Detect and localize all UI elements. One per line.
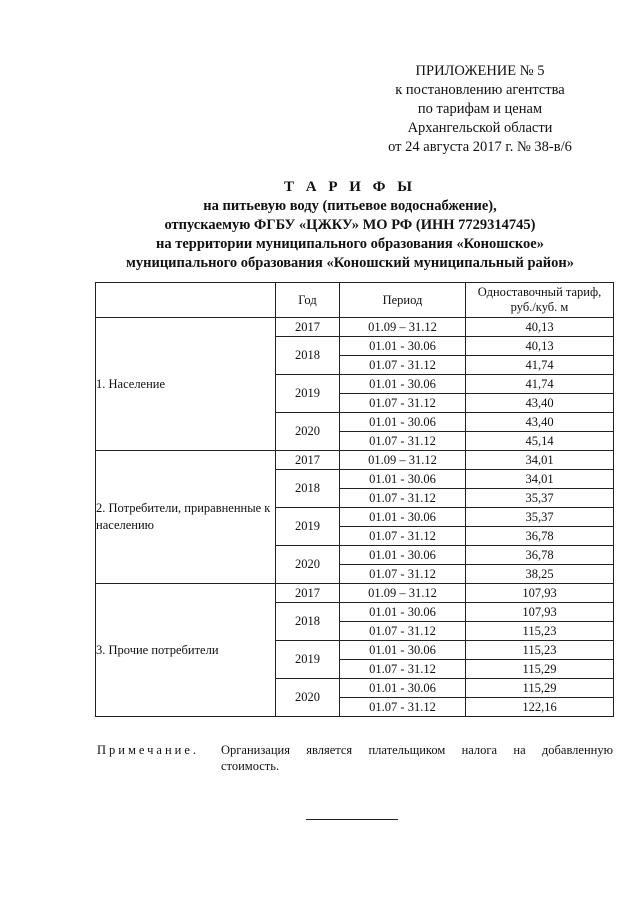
header-period: Период [340,283,466,318]
tariff-cell: 40,13 [466,337,614,356]
year-cell: 2018 [276,470,340,508]
period-cell: 01.07 - 31.12 [340,660,466,679]
year-cell: 2019 [276,508,340,546]
tariff-cell: 38,25 [466,565,614,584]
year-cell: 2018 [276,337,340,375]
table-row [96,584,614,603]
period-cell: 01.01 - 30.06 [340,641,466,660]
note-word: Организация [221,743,290,757]
tariff-cell: 35,37 [466,489,614,508]
year-cell: 2017 [276,584,340,603]
note-text [221,742,613,774]
appendix-header [330,62,630,157]
period-cell: 01.07 - 31.12 [340,698,466,717]
year-cell: 2018 [276,603,340,641]
appendix-date: от 24 августа 2017 г. № 38-в/6 [388,139,572,155]
note-word: плательщиком [368,743,446,757]
period-cell: 01.01 - 30.06 [340,337,466,356]
tariff-cell: 43,40 [466,394,614,413]
category-cell: 3. Прочие потребители [96,584,276,717]
appendix-ref-line: Архангельской области [407,120,553,136]
year-cell: 2020 [276,679,340,717]
table-row [96,318,614,337]
tariff-cell: 41,74 [466,375,614,394]
note-word: налога [461,743,498,757]
tariff-cell: 122,16 [466,698,614,717]
year-cell: 2017 [276,318,340,337]
period-cell: 01.07 - 31.12 [340,394,466,413]
period-cell: 01.07 - 31.12 [340,527,466,546]
tariff-cell: 36,78 [466,527,614,546]
tariff-cell: 41,74 [466,356,614,375]
tariff-cell: 35,37 [466,508,614,527]
year-cell: 2019 [276,641,340,679]
tariff-cell: 107,93 [466,584,614,603]
tariff-cell: 36,78 [466,546,614,565]
tariff-cell: 34,01 [466,451,614,470]
tariff-cell: 115,23 [466,641,614,660]
note-word: является [306,743,353,757]
period-cell: 01.01 - 30.06 [340,470,466,489]
tariff-cell: 107,93 [466,603,614,622]
title-line: на питьевую воду (питьевое водоснабжение), [203,198,497,214]
tariff-cell: 115,29 [466,679,614,698]
tariff-cell: 45,14 [466,432,614,451]
category-cell: 1. Население [96,318,276,451]
period-cell: 01.07 - 31.12 [340,622,466,641]
period-cell: 01.09 – 31.12 [340,584,466,603]
period-cell: 01.07 - 31.12 [340,356,466,375]
document-title [80,178,620,273]
appendix-number: ПРИЛОЖЕНИЕ № 5 [415,63,545,79]
year-cell: 2017 [276,451,340,470]
note-label: Примечание. [97,743,200,757]
end-rule [306,819,398,820]
tariff-cell: 43,40 [466,413,614,432]
period-cell: 01.07 - 31.12 [340,565,466,584]
tariff-table-body [96,318,614,717]
period-cell: 01.07 - 31.12 [340,432,466,451]
title-main: Т А Р И Ф Ы [283,179,417,195]
title-line: муниципального образования «Коношский муниципальный район» [125,255,574,271]
tariff-cell: 115,23 [466,622,614,641]
note-word: добавленную [541,743,613,757]
period-cell: 01.01 - 30.06 [340,546,466,565]
year-cell: 2020 [276,546,340,584]
period-cell: 01.01 - 30.06 [340,375,466,394]
period-cell: 01.09 – 31.12 [340,318,466,337]
year-cell: 2020 [276,413,340,451]
tariff-cell: 115,29 [466,660,614,679]
period-cell: 01.01 - 30.06 [340,603,466,622]
title-line: отпускаемую ФГБУ «ЦЖКУ» МО РФ (ИНН 7729314745) [164,217,536,233]
period-cell: 01.07 - 31.12 [340,489,466,508]
year-cell: 2019 [276,375,340,413]
title-line: на территории муниципального образования «Коношское» [155,236,544,252]
appendix-ref-line: по тарифам и ценам [417,101,543,117]
header-category [96,283,276,318]
tariff-table [95,282,614,717]
appendix-ref-line: к постановлению агентства [395,82,565,98]
note-word: на [513,743,526,757]
period-cell: 01.09 – 31.12 [340,451,466,470]
note-line-2: стоимость. [221,759,280,773]
tariff-cell: 40,13 [466,318,614,337]
header-year: Год [276,283,340,318]
note-line-1 [221,742,613,758]
table-row [96,451,614,470]
tariff-cell: 34,01 [466,470,614,489]
period-cell: 01.01 - 30.06 [340,508,466,527]
period-cell: 01.01 - 30.06 [340,413,466,432]
header-tariff: Одноставочный тариф, руб./куб. м [466,283,614,318]
period-cell: 01.01 - 30.06 [340,679,466,698]
table-header-row [96,283,614,318]
category-cell: 2. Потребители, приравненные к населению [96,451,276,584]
